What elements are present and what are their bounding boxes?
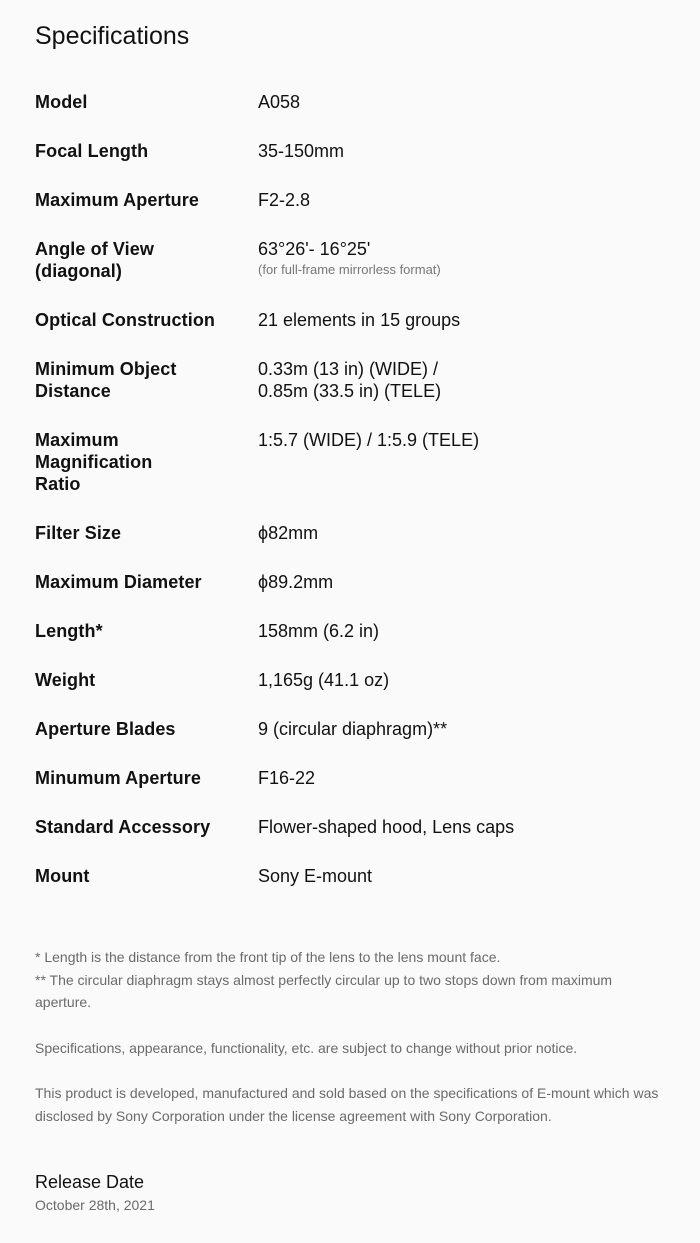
spec-row (35, 669, 665, 691)
spec-value (258, 669, 665, 691)
spec-label (35, 522, 258, 544)
spec-table (35, 91, 665, 914)
spec-value-line: 9 (circular diaphragm)** (258, 719, 448, 739)
spec-label (35, 718, 258, 740)
spec-label (35, 767, 258, 789)
footnotes (35, 946, 665, 1127)
spec-label-line: Magnification (35, 452, 153, 472)
spec-row (35, 429, 665, 495)
spec-value (258, 429, 665, 451)
release-date: October 28th, 2021 (35, 1197, 155, 1213)
spec-row (35, 522, 665, 544)
spec-value (258, 620, 665, 642)
spec-label (35, 429, 258, 495)
footnote-diaphragm: ** The circular diaphragm stays almost perfectly circular up to two stops down from maximum aperture. (35, 971, 613, 1010)
spec-label (35, 571, 258, 593)
spec-value (258, 91, 665, 113)
spec-label (35, 140, 258, 162)
spec-value-line: Flower-shaped hood, Lens caps (258, 817, 515, 837)
spec-label-line: Length* (35, 621, 103, 641)
spec-value-line: 0.85m (33.5 in) (TELE) (258, 381, 442, 401)
spec-label-line: Focal Length (35, 141, 149, 161)
spec-label (35, 816, 258, 838)
spec-value (258, 865, 665, 887)
spec-value (258, 571, 665, 593)
spec-row (35, 91, 665, 113)
spec-row (35, 865, 665, 887)
release-title: Release Date (35, 1172, 145, 1192)
spec-value-line: 1,165g (41.1 oz) (258, 670, 390, 690)
spec-value (258, 358, 665, 402)
spec-value (258, 189, 665, 211)
spec-label-line: Maximum (35, 430, 119, 450)
spec-label-line: Weight (35, 670, 96, 690)
spec-label (35, 91, 258, 113)
spec-label (35, 669, 258, 691)
spec-value-line: 35-150mm (258, 141, 345, 161)
spec-label (35, 358, 258, 402)
spec-label (35, 309, 258, 331)
spec-label-line: Filter Size (35, 523, 122, 543)
spec-row (35, 620, 665, 642)
spec-label-line: Standard Accessory (35, 817, 211, 837)
spec-row (35, 816, 665, 838)
spec-label-line: Mount (35, 866, 90, 886)
spec-row (35, 140, 665, 162)
spec-value-line: F16-22 (258, 768, 316, 788)
spec-row (35, 309, 665, 331)
spec-label-line: Maximum Diameter (35, 572, 202, 592)
spec-label-line: Maximum Aperture (35, 190, 199, 210)
change-notice: Specifications, appearance, functionality, etc. are subject to change without prior notice. (35, 1039, 578, 1056)
spec-value-line: 158mm (6.2 in) (258, 621, 380, 641)
license-notice: This product is developed, manufactured and sold based on the specifications of E-mount which was disclosed by Sony Corporation under the license agreement with Sony Corporation. (35, 1085, 659, 1124)
spec-label-line: Distance (35, 381, 111, 401)
spec-row (35, 571, 665, 593)
spec-label-line: Model (35, 92, 88, 112)
spec-row (35, 718, 665, 740)
spec-label (35, 620, 258, 642)
spec-value (258, 140, 665, 162)
spec-label-line: Aperture Blades (35, 719, 176, 739)
spec-value-line: A058 (258, 92, 301, 112)
spec-row (35, 767, 665, 789)
spec-value (258, 816, 665, 838)
footnote-length: * Length is the distance from the front tip of the lens to the lens mount face. (35, 949, 501, 965)
spec-label-line: Ratio (35, 474, 81, 494)
spec-value (258, 767, 665, 789)
spec-value (258, 309, 665, 331)
spec-label-line: Minimum Object (35, 359, 177, 379)
spec-row (35, 238, 665, 282)
spec-value-line: 1:5.7 (WIDE) / 1:5.9 (TELE) (258, 430, 480, 450)
spec-label (35, 189, 258, 211)
spec-value-line: 63°26'- 16°25' (258, 239, 371, 259)
spec-value-line: ϕ89.2mm (258, 572, 334, 592)
spec-value-line: F2-2.8 (258, 190, 311, 210)
spec-value-line: 21 elements in 15 groups (258, 310, 461, 330)
spec-value-line: ϕ82mm (258, 523, 319, 543)
spec-row (35, 358, 665, 402)
spec-value-line: Sony E-mount (258, 866, 373, 886)
spec-label-line: Angle of View (35, 239, 154, 259)
page-title: Specifications (35, 22, 190, 50)
spec-note: (for full-frame mirrorless format) (258, 262, 441, 277)
spec-value (258, 522, 665, 544)
release-section (35, 1170, 155, 1216)
spec-label-line: Optical Construction (35, 310, 216, 330)
spec-label (35, 865, 258, 887)
spec-label (35, 238, 258, 282)
spec-value-line: 0.33m (13 in) (WIDE) / (258, 359, 439, 379)
spec-value (258, 718, 665, 740)
spec-label-line: (diagonal) (35, 261, 122, 281)
spec-label-line: Minumum Aperture (35, 768, 201, 788)
spec-row (35, 189, 665, 211)
spec-value (258, 238, 665, 279)
